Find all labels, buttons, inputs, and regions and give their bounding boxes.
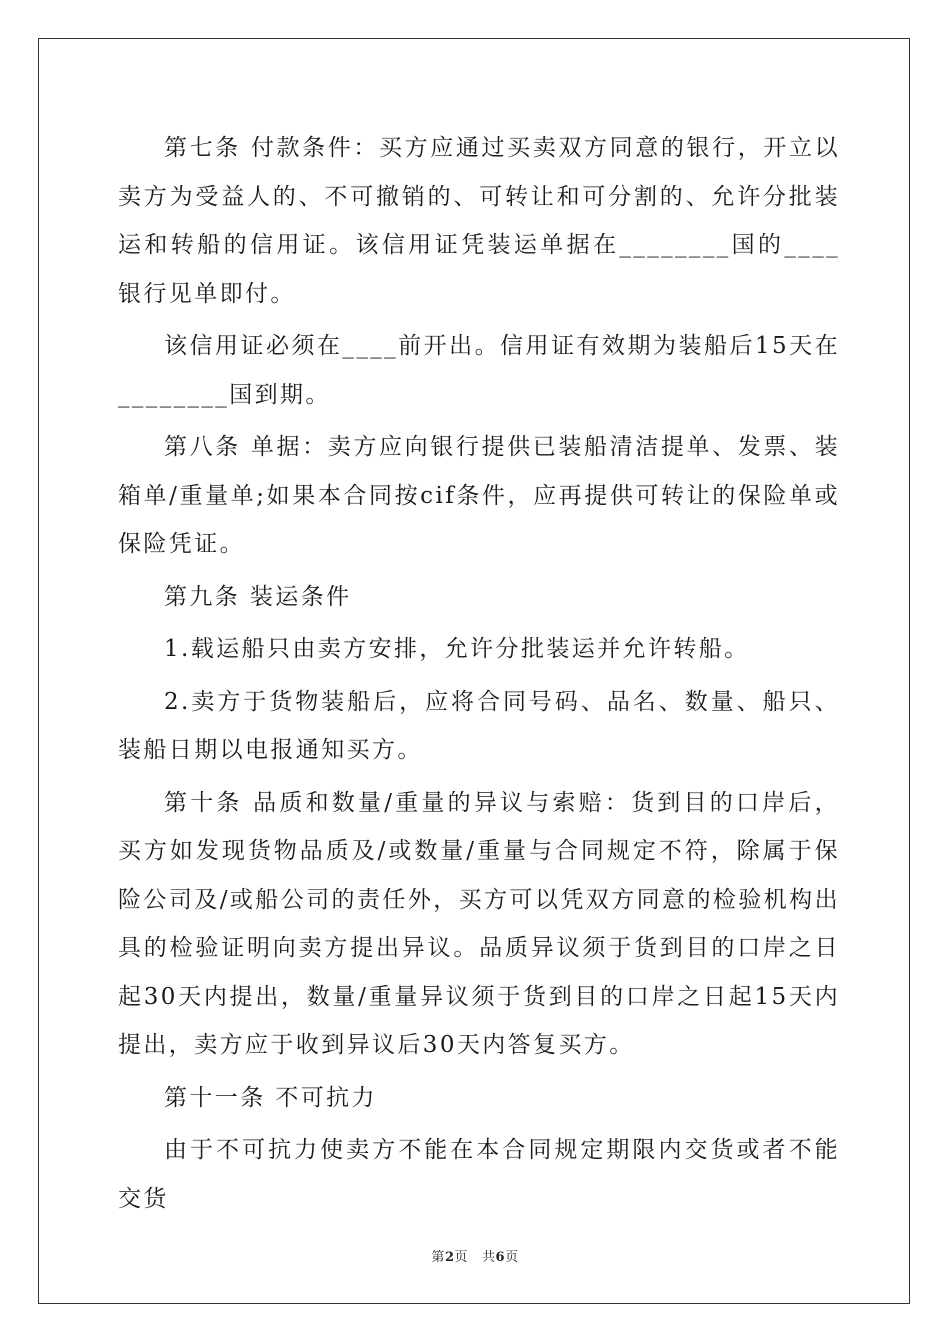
total-suffix: 页 [505, 1250, 519, 1265]
page-prefix: 第 [431, 1250, 445, 1265]
page-suffix: 页 [454, 1250, 468, 1265]
clause-8-documents: 第八条 单据：卖方应向银行提供已装船清洁提单、发票、装箱单/重量单;如果本合同按cif条件，应再提供可转让的保险单或保险凭证。 [118, 434, 840, 557]
clause-11-text: 由于不可抗力使卖方不能在本合同规定期限内交货或者不能交货 [118, 1137, 840, 1212]
total-prefix: 共 [482, 1250, 496, 1265]
page-footer [0, 1246, 950, 1265]
clause-9-item-1: 1.载运船只由卖方安排，允许分批装运并允许转船。 [164, 636, 750, 662]
clause-7-payment-terms: 第七条 付款条件：买方应通过买卖双方同意的银行，开立以卖方为受益人的、不可撤销的、可转让和可分割的、允许分批装运和转船的信用证。该信用证凭装运单据在________国的____ 银行见单即付。 [118, 135, 840, 307]
total-page-count: 6 [495, 1250, 506, 1265]
clause-9-item-2: 2.卖方于货物装船后，应将合同号码、品名、数量、船只、装船日期以电报通知买方。 [118, 688, 840, 763]
clause-11-heading: 第十一条 不可抗力 [164, 1084, 377, 1111]
clause-10-claims: 第十条 品质和数量/重量的异议与索赔：货到目的口岸后，买方如发现货物品质及/或数量/重量与合同规定不符，除属于保险公司及/或船公司的责任外，买方可以凭双方同意的检验机构出具的检验证明向卖方提出异议。品质异议须于货到目的口岸之日起30天内提出，数量/重量异议须于货到目的口岸之日起15天内提出，卖方应于收到异议后30天内答复买方。 [118, 789, 840, 1058]
document-body [118, 124, 840, 1223]
clause-9-heading: 第九条 装运条件 [164, 583, 352, 610]
clause-7-credit-validity: 该信用证必须在____前开出。信用证有效期为装船后15天在________国到期。 [118, 333, 840, 408]
current-page-number: 2 [444, 1250, 455, 1265]
